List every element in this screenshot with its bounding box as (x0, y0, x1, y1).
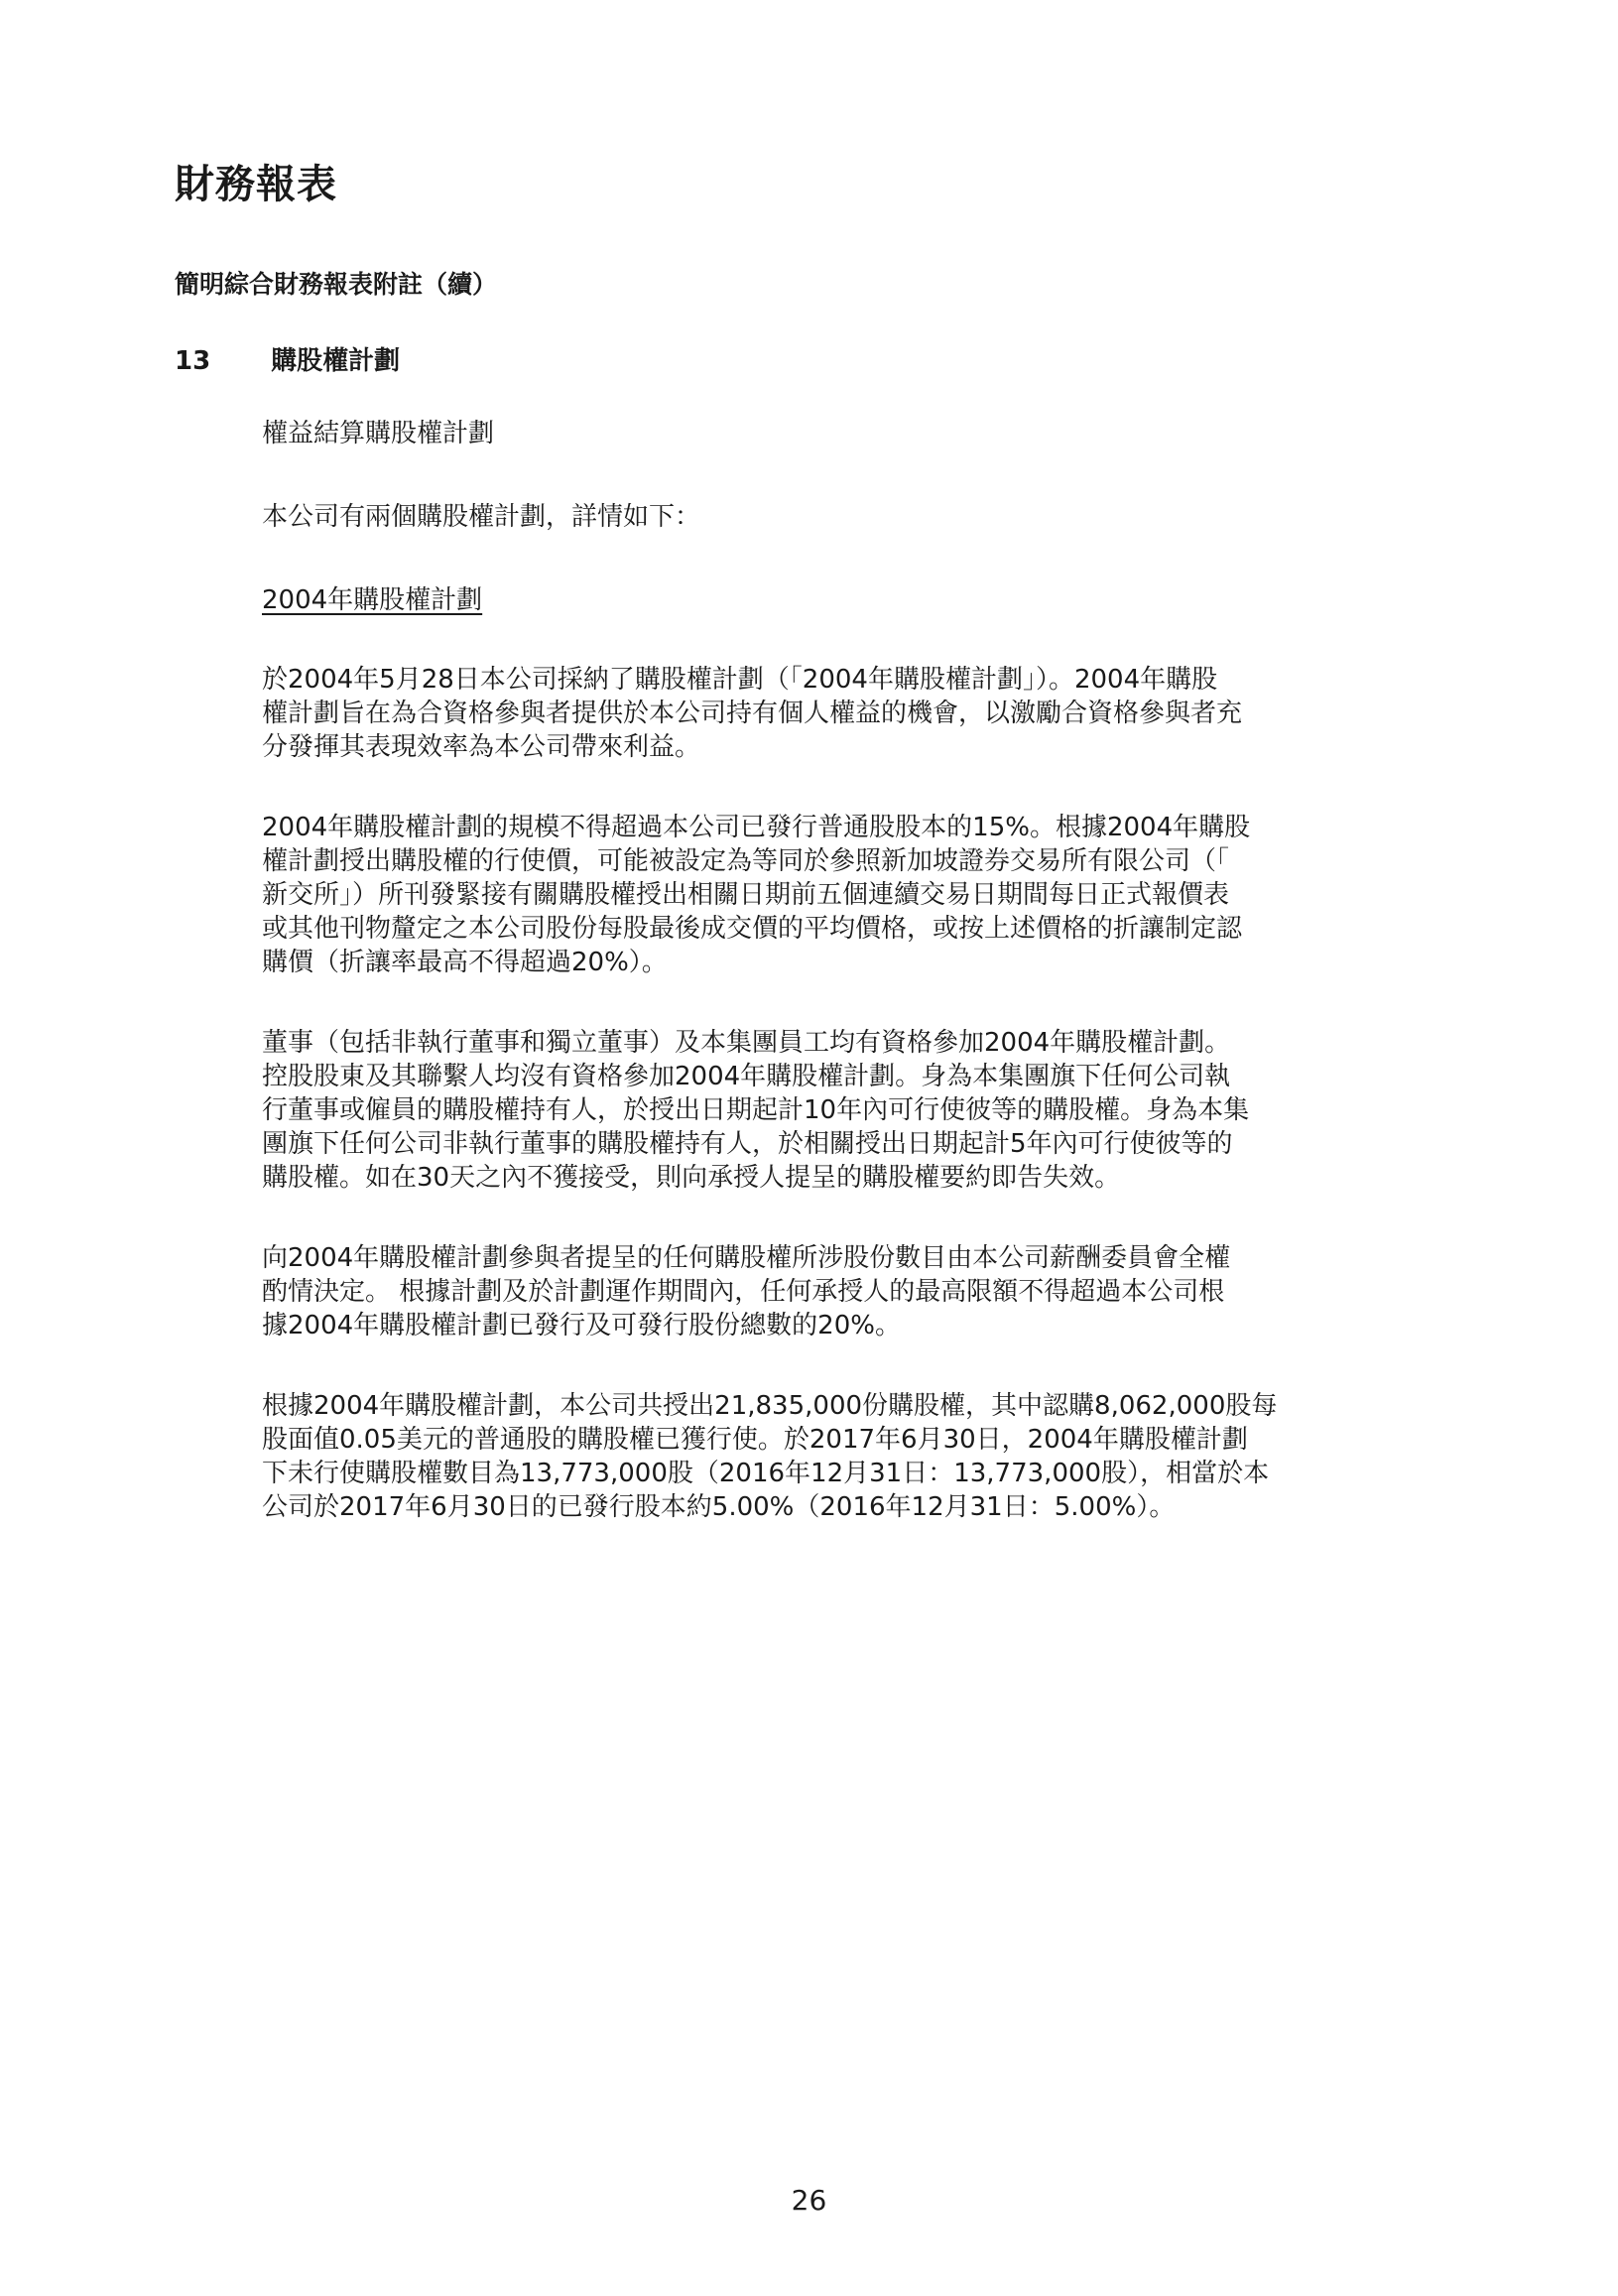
note-heading-text: 購股權計劃 (271, 346, 401, 376)
paragraph-list (262, 663, 1432, 1524)
paragraph-line: 董事（包括非執行董事和獨立董事）及本集團員工均有資格參加2004年購股權計劃。 (262, 1028, 1231, 1058)
paragraph-line: 分發揮其表現效率為本公司帶來利益。 (262, 732, 701, 762)
paragraph-line: 於2004年5月28日本公司採納了購股權計劃（「2004年購股權計劃」）。2004年購股 (262, 665, 1218, 695)
paragraph-line: 股面值0.05美元的普通股的購股權已獲行使。於2017年6月30日，2004年購股權計劃 (262, 1425, 1248, 1455)
paragraph-line: 權計劃授出購股權的行使價，可能被設定為等同於參照新加坡證券交易所有限公司（「 (262, 846, 1230, 876)
paragraph-line: 向2004年購股權計劃參與者提呈的任何購股權所涉股份數目由本公司薪酬委員會全權 (262, 1243, 1231, 1273)
scheme-title: 2004年購股權計劃 (262, 585, 483, 615)
note-heading (175, 343, 1464, 379)
paragraph-line: 權計劃旨在為合資格參與者提供於本公司持有個人權益的機會，以激勵合資格參與者充 (262, 699, 1243, 728)
page-title: 財務報表 (175, 162, 337, 207)
paragraph-line: 購價（折讓率最高不得超過20%）。 (262, 948, 668, 977)
paragraph-line: 行董事或僱員的購股權持有人，於授出日期起計10年內可行使彼等的購股權。身為本集 (262, 1095, 1250, 1125)
paragraph (262, 1241, 1432, 1342)
intro-text: 本公司有兩個購股權計劃，詳情如下： (262, 502, 701, 532)
paragraph-line: 2004年購股權計劃的規模不得超過本公司已發行普通股股本的15%。根據2004年購股 (262, 813, 1251, 842)
paragraph-line: 新交所」）所刊發緊接有關購股權授出相關日期前五個連續交易日期間每日正式報價表 (262, 880, 1230, 910)
paragraph (262, 1389, 1432, 1524)
paragraph (262, 663, 1432, 764)
paragraph-line: 公司於2017年6月30日的已發行股本約5.00%（2016年12月31日：5.00%）。 (262, 1492, 1176, 1522)
paragraph-line: 酌情決定。 根據計劃及於計劃運作期間內，任何承授人的最高限額不得超過本公司根 (262, 1277, 1225, 1307)
paragraph-line: 團旗下任何公司非執行董事的購股權持有人，於相關授出日期起計5年內可行使彼等的 (262, 1129, 1233, 1159)
note-content (262, 417, 1432, 1571)
paragraph-line: 購股權。如在30天之內不獲接受，則向承授人提呈的購股權要約即告失效。 (262, 1163, 1121, 1193)
paragraph-line: 或其他刊物釐定之本公司股份每股最後成交價的平均價格，或按上述價格的折讓制定認 (262, 914, 1243, 944)
sub-heading: 權益結算購股權計劃 (262, 419, 495, 448)
paragraph (262, 811, 1432, 979)
page-number: 26 (791, 2184, 827, 2217)
note-number: 13 (175, 346, 211, 376)
paragraph-line: 根據2004年購股權計劃，本公司共授出21,835,000份購股權，其中認購8,062,000股每 (262, 1391, 1278, 1421)
paragraph-line: 下未行使購股權數目為13,773,000股（2016年12月31日：13,773,000股），相當於本 (262, 1459, 1270, 1488)
paragraph-line: 據2004年購股權計劃已發行及可發行股份總數的20%。 (262, 1311, 901, 1340)
paragraph (262, 1026, 1432, 1195)
section-subtitle: 簡明綜合財務報表附註（續） (175, 270, 498, 299)
paragraph-line: 控股股東及其聯繫人均沒有資格參加2004年購股權計劃。身為本集團旗下任何公司執 (262, 1062, 1231, 1091)
